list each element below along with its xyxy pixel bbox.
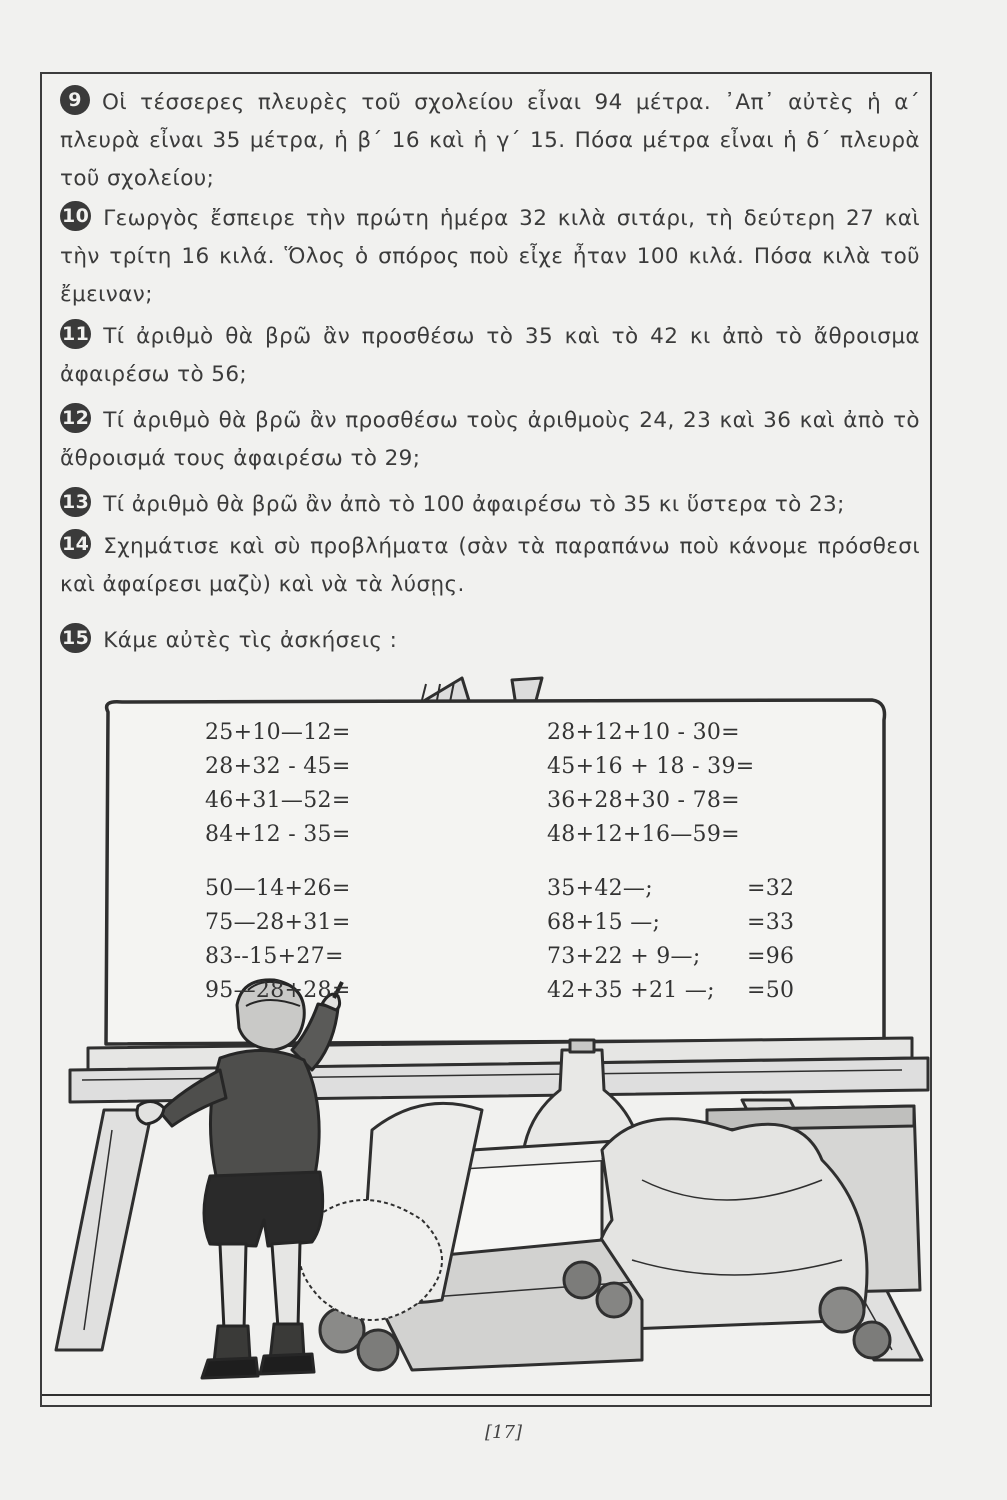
exercise-13 [60,486,920,524]
board-expression: 28+12+10 - 30= [547,720,740,745]
board-expression: 84+12 - 35= [205,822,351,847]
exercise-14 [60,528,920,604]
exercise-text: Οἱ τέσσερες πλευρὲς τοῦ σχολείου εἶναι 94 μέτρα. ᾿Απ᾿ αὐτὲς ἡ α΄ πλευρὰ εἶναι 35 μέτρα, ἡ β΄ 16 καὶ ἡ γ΄ 15. Πόσα μέτρα εἶναι ἡ δ΄ πλευρὰ τοῦ σχολείου; [60,90,920,191]
board-expression: 50—14+26= [205,876,351,901]
blackboard-exercises [105,706,885,1036]
exercise-number-badge: 12 [60,403,91,433]
exercise-text: Κάμε αὐτὲς τὶς ἀσκήσεις : [103,628,398,653]
board-result: =32 [747,876,795,901]
board-expression: 45+16 + 18 - 39= [547,754,755,779]
exercise-9 [60,84,920,198]
exercise-11 [60,318,920,394]
exercise-10 [60,200,920,314]
board-expression: 95—28+28= [205,978,351,1003]
board-expression: 42+35 +21 —; [547,978,715,1003]
exercise-12 [60,402,920,478]
board-expression: 48+12+16—59= [547,822,740,847]
board-expression: 68+15 —; [547,910,661,935]
board-result: =33 [747,910,795,935]
page-number: [17] [485,1422,522,1443]
board-expression: 83--15+27= [205,944,344,969]
board-expression: 75—28+31= [205,910,351,935]
board-expression: 73+22 + 9—; [547,944,701,969]
board-expression: 36+28+30 - 78= [547,788,740,813]
exercise-text: Τί ἀριθμὸ θὰ βρῶ ἂν προσθέσω τοὺς ἀριθμοὺς 24, 23 καὶ 36 καὶ ἀπὸ τὸ ἄθροισμά τους ἀφαιρέσω τὸ 29; [60,408,920,471]
exercise-number-badge: 11 [60,319,91,349]
exercise-number-badge: 14 [60,529,91,559]
exercise-text: Τί ἀριθμὸ θὰ βρῶ ἂν προσθέσω τὸ 35 καὶ τὸ 42 κι ἀπὸ τὸ ἄθροισμα ἀφαιρέσω τὸ 56; [60,324,920,387]
exercise-text: Σχημάτισε καὶ σὺ προβλήματα (σὰν τὰ παραπάνω ποὺ κάνομε πρόσθεσι καὶ ἀφαίρεσι μαζὺ) καὶ νὰ τὰ λύσῃς. [60,534,920,597]
exercise-number-badge: 13 [60,487,91,517]
board-expression: 28+32 - 45= [205,754,351,779]
exercise-text: Τί ἀριθμὸ θὰ βρῶ ἂν ἀπὸ τὸ 100 ἀφαιρέσω τὸ 35 κι ὕστερα τὸ 23; [103,492,845,517]
exercise-15 [60,622,920,660]
board-result: =50 [747,978,795,1003]
exercise-number-badge: 10 [60,201,91,231]
board-expression: 46+31—52= [205,788,351,813]
exercise-text: Γεωργὸς ἔσπειρε τὴν πρώτη ἡμέρα 32 κιλὰ σιτάρι, τὴ δεύτερη 27 καὶ τὴν τρίτη 16 κιλά. Ὅλος ὁ σπόρος ποὺ εἶχε ἦταν 100 κιλά. Πόσα κιλὰ τοῦ ἔμειναν; [60,206,920,307]
exercise-number-badge: 15 [60,623,91,653]
exercise-number-badge: 9 [60,85,90,115]
board-expression: 25+10—12= [205,720,351,745]
board-expression: 35+42—; [547,876,653,901]
board-result: =96 [747,944,795,969]
